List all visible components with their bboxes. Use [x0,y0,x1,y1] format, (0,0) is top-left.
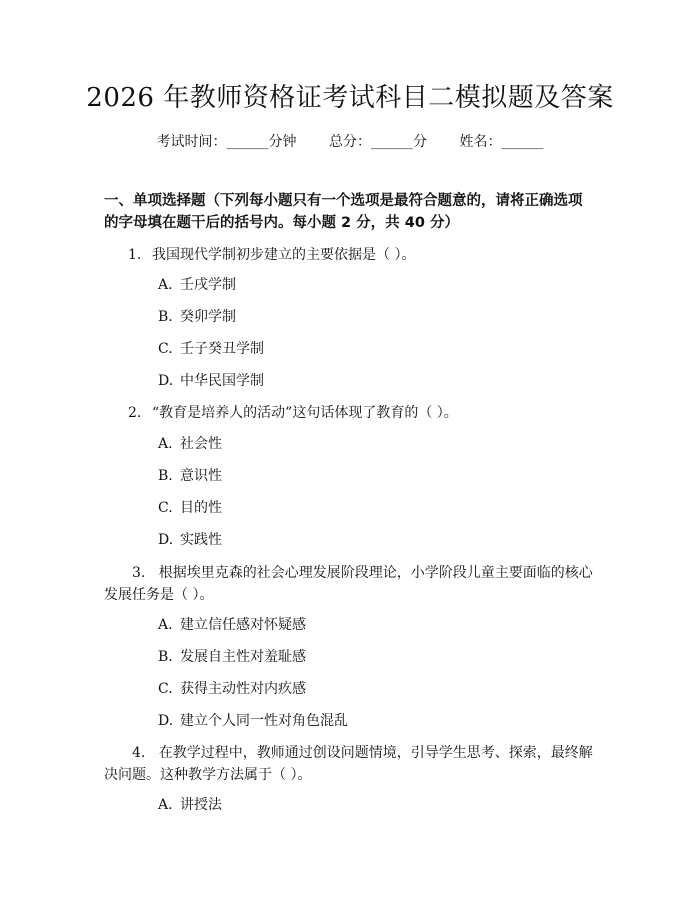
total-score-field: 总分：______分 [329,134,427,150]
option-1c [158,339,264,359]
exam-info [0,132,700,152]
option-text: 获得主动性对内疚感 [180,681,306,697]
option-text: 讲授法 [180,797,222,813]
question-text: 在教学过程中，教师通过创设问题情境，引导学生思考、探索，最终解决问题。这种教学方法属于（ ）。 [104,745,593,783]
option-text: 发展自主性对羞耻感 [180,649,306,665]
option-text: 实践性 [180,532,222,548]
option-text: 目的性 [180,500,222,516]
question-number: 4. [132,745,146,761]
option-text: 癸卯学制 [180,309,236,325]
option-1a [158,275,236,295]
option-letter: D. [158,373,174,389]
option-3a [158,615,306,635]
option-letter: A. [158,436,173,452]
option-text: 建立信任感对怀疑感 [180,617,306,633]
option-2a [158,434,222,454]
exam-time-field: 考试时间：______分钟 [156,134,297,150]
question-3 [104,562,594,606]
question-number: 1. [128,247,142,263]
option-2b [158,466,222,486]
option-letter: A. [158,797,173,813]
option-letter: A. [158,617,173,633]
option-letter: D. [158,532,174,548]
question-text: “教育是培养人的活动”这句话体现了教育的（ ）。 [152,405,458,421]
option-letter: C. [158,500,173,516]
option-text: 社会性 [180,436,222,452]
option-3c [158,679,306,699]
option-letter: C. [158,681,173,697]
question-2 [104,402,594,424]
option-1d [158,371,264,391]
option-letter: D. [158,713,174,729]
option-text: 壬戌学制 [180,277,236,293]
option-2c [158,498,222,518]
option-letter: B. [158,649,173,665]
option-text: 壬子癸丑学制 [180,341,264,357]
page-title: 2026 年教师资格证考试科目二模拟题及答案 [86,83,614,113]
option-3d [158,711,348,731]
option-text: 中华民国学制 [180,373,264,389]
option-letter: A. [158,277,173,293]
question-number: 2. [128,405,142,421]
option-4a [158,795,222,815]
question-4 [104,742,594,786]
question-1 [104,244,594,266]
name-field: 姓名：______ [459,134,544,150]
option-letter: B. [158,309,173,325]
option-1b [158,307,236,327]
option-3b [158,647,306,667]
section-heading: 一、单项选择题（下列每小题只有一个选项是最符合题意的，请将正确选项的字母填在题干后的括号内。每小题 2 分，共 40 分） [104,193,583,231]
option-letter: C. [158,341,173,357]
option-letter: B. [158,468,173,484]
option-text: 建立个人同一性对角色混乱 [180,713,348,729]
question-number: 3. [132,565,146,581]
option-2d [158,530,222,550]
question-text: 我国现代学制初步建立的主要依据是（ ）。 [152,247,416,263]
question-text: 根据埃里克森的社会心理发展阶段理论，小学阶段儿童主要面临的核心发展任务是（ ）。 [104,565,593,603]
option-text: 意识性 [180,468,222,484]
